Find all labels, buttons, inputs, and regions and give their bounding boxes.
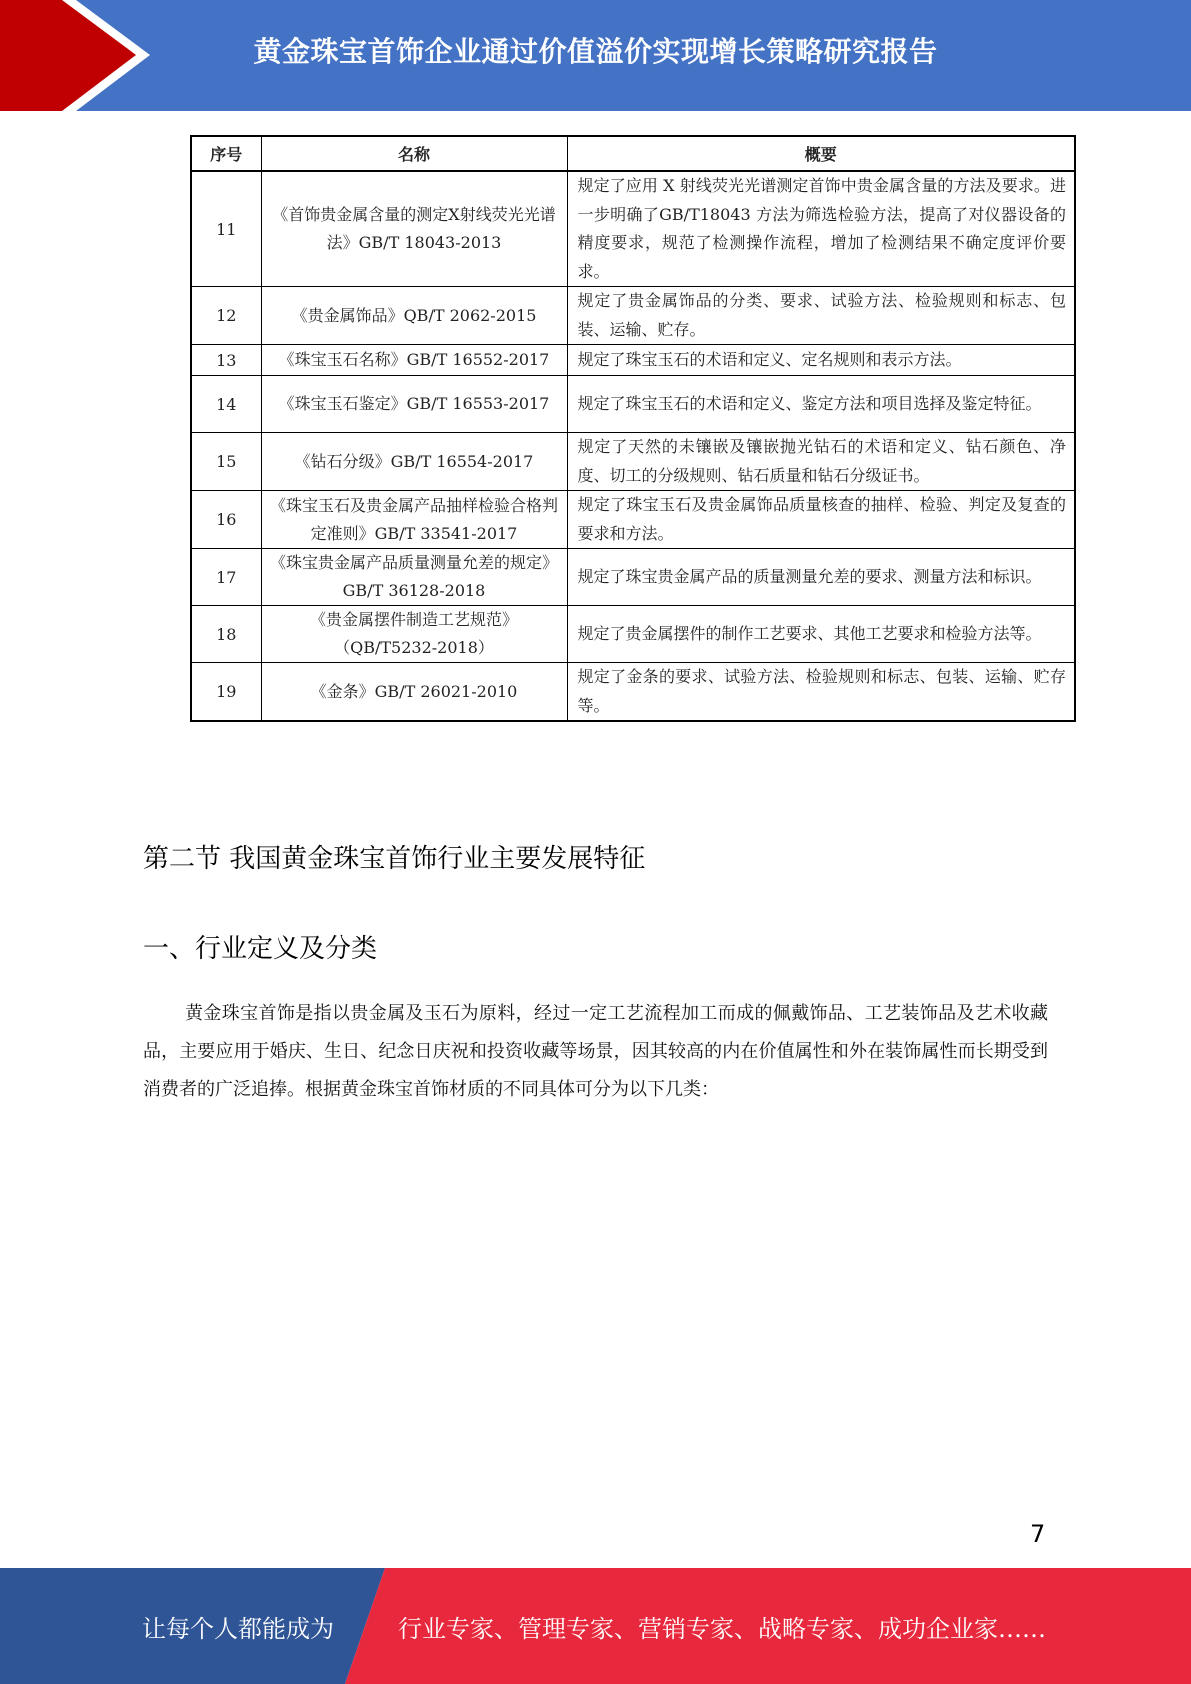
page-number: 7 bbox=[1030, 1520, 1046, 1548]
standard-name: 《贵金属饰品》QB/T 2062-2015 bbox=[261, 287, 567, 345]
table-row bbox=[191, 345, 1075, 376]
column-header-no: 序号 bbox=[191, 136, 261, 171]
standard-summary: 规定了贵金属饰品的分类、要求、试验方法、检验规则和标志、包装、运输、贮存。 bbox=[567, 287, 1075, 345]
standard-name: 《钻石分级》GB/T 16554-2017 bbox=[261, 433, 567, 491]
row-number: 15 bbox=[191, 433, 261, 491]
standard-summary: 规定了金条的要求、试验方法、检验规则和标志、包装、运输、贮存等。 bbox=[567, 663, 1075, 722]
table-row bbox=[191, 376, 1075, 433]
standard-summary: 规定了珠宝玉石的术语和定义、定名规则和表示方法。 bbox=[567, 345, 1075, 376]
standard-summary: 规定了珠宝玉石的术语和定义、鉴定方法和项目选择及鉴定特征。 bbox=[567, 376, 1075, 433]
standard-name: 《珠宝玉石及贵金属产品抽样检验合格判定准则》GB/T 33541-2017 bbox=[261, 491, 567, 549]
report-title: 黄金珠宝首饰企业通过价值溢价实现增长策略研究报告 bbox=[253, 35, 938, 68]
row-number: 12 bbox=[191, 287, 261, 345]
section-title: 第二节 我国黄金珠宝首饰行业主要发展特征 bbox=[143, 844, 646, 874]
standard-name: 《首饰贵金属含量的测定X射线荧光光谱法》GB/T 18043-2013 bbox=[261, 171, 567, 287]
body-paragraph: 黄金珠宝首饰是指以贵金属及玉石为原料，经过一定工艺流程加工而成的佩戴饰品、工艺装饰品及艺术收藏品，主要应用于婚庆、生日、纪念日庆祝和投资收藏等场景，因其较高的内在价值属性和外在装饰属性而长期受到消费者的广泛追捧。根据黄金珠宝首饰材质的不同具体可分为以下几类： bbox=[143, 1003, 1048, 1100]
standards-table bbox=[190, 135, 1076, 722]
standard-summary: 规定了应用 X 射线荧光光谱测定首饰中贵金属含量的方法及要求。进一步明确了GB/T18043 方法为筛选检验方法，提高了对仪器设备的精度要求，规范了检测操作流程，增加了检测结果不确定度评价要求。 bbox=[567, 171, 1075, 287]
standard-summary: 规定了贵金属摆件的制作工艺要求、其他工艺要求和检验方法等。 bbox=[567, 606, 1075, 663]
column-header-name: 名称 bbox=[261, 136, 567, 171]
row-number: 13 bbox=[191, 345, 261, 376]
standard-summary: 规定了珠宝贵金属产品的质量测量允差的要求、测量方法和标识。 bbox=[567, 549, 1075, 606]
table-row bbox=[191, 663, 1075, 722]
table-header-row bbox=[191, 136, 1075, 171]
table-row bbox=[191, 171, 1075, 287]
row-number: 16 bbox=[191, 491, 261, 549]
page-header bbox=[0, 0, 1191, 111]
page-footer bbox=[0, 1568, 1191, 1684]
table-row bbox=[191, 549, 1075, 606]
standard-name: 《珠宝玉石名称》GB/T 16552-2017 bbox=[261, 345, 567, 376]
table-row bbox=[191, 491, 1075, 549]
footer-slogan-right: 行业专家、管理专家、营销专家、战略专家、成功企业家…… bbox=[398, 1614, 1046, 1643]
row-number: 19 bbox=[191, 663, 261, 722]
row-number: 18 bbox=[191, 606, 261, 663]
table-row bbox=[191, 433, 1075, 491]
table-row bbox=[191, 606, 1075, 663]
row-number: 17 bbox=[191, 549, 261, 606]
standard-name: 《珠宝玉石鉴定》GB/T 16553-2017 bbox=[261, 376, 567, 433]
row-number: 11 bbox=[191, 171, 261, 287]
column-header-summary: 概要 bbox=[567, 136, 1075, 171]
row-number: 14 bbox=[191, 376, 261, 433]
standard-name: 《贵金属摆件制造工艺规范》（QB/T5232-2018） bbox=[261, 606, 567, 663]
standard-summary: 规定了珠宝玉石及贵金属饰品质量核查的抽样、检验、判定及复查的要求和方法。 bbox=[567, 491, 1075, 549]
standard-name: 《金条》GB/T 26021-2010 bbox=[261, 663, 567, 722]
subsection-title: 一、行业定义及分类 bbox=[143, 934, 378, 964]
footer-slogan-left: 让每个人都能成为 bbox=[142, 1614, 334, 1643]
table-row bbox=[191, 287, 1075, 345]
standard-name: 《珠宝贵金属产品质量测量允差的规定》GB/T 36128-2018 bbox=[261, 549, 567, 606]
standard-summary: 规定了天然的未镶嵌及镶嵌抛光钻石的术语和定义、钻石颜色、净度、切工的分级规则、钻石质量和钻石分级证书。 bbox=[567, 433, 1075, 491]
